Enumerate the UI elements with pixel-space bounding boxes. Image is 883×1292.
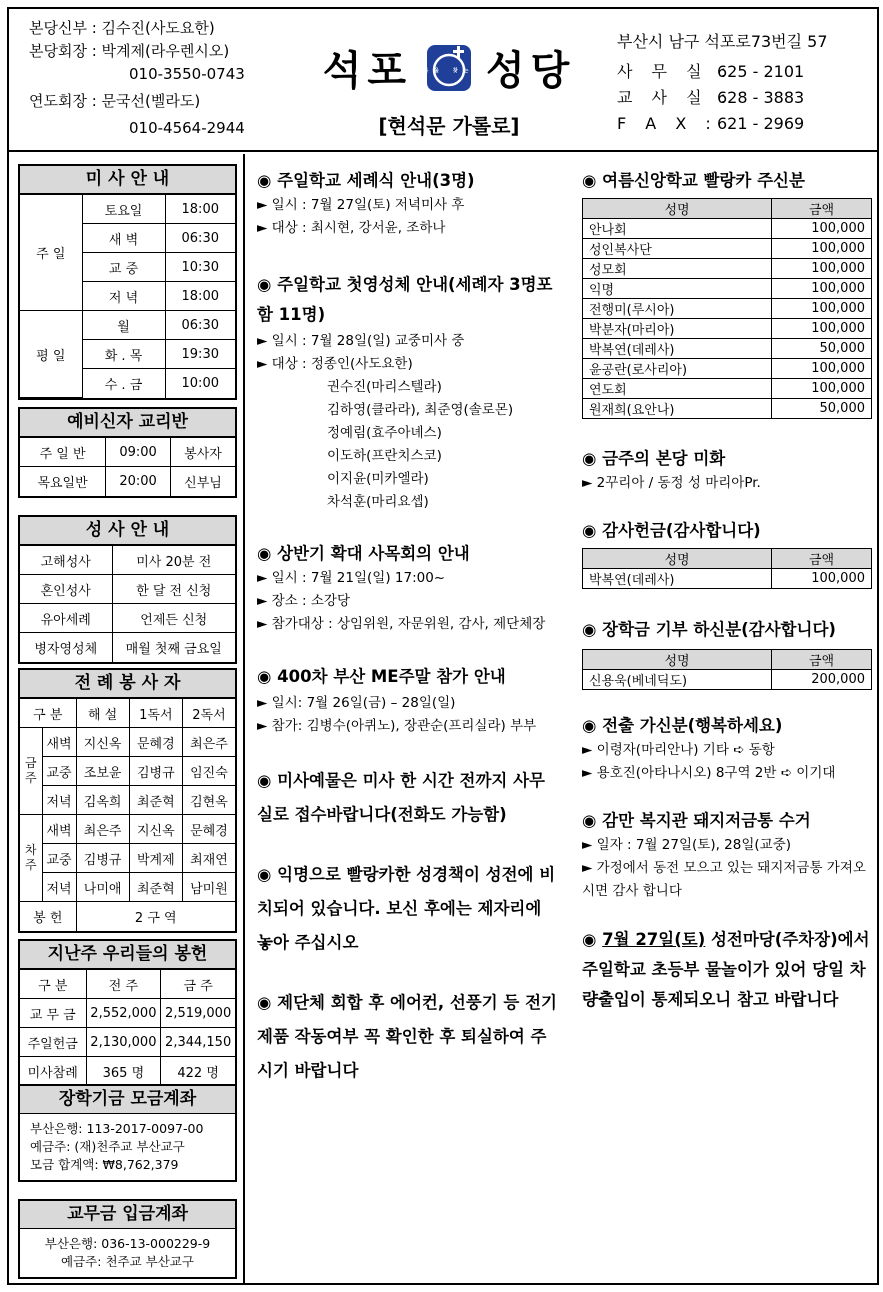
- donor-name: 박분자(마리아): [583, 319, 772, 339]
- offering-label: 봉 헌: [20, 902, 76, 931]
- notice-line: ► 일시 : 7월 28일(일) 교중미사 중: [257, 333, 465, 349]
- yc-chair: 연도회장 : 문국선(벨라도): [29, 92, 201, 110]
- last-week-cell: 2,552,000: [86, 999, 161, 1028]
- sacrament-cell: 유아세례: [20, 604, 112, 633]
- office-label: 사 무 실 :: [617, 62, 734, 81]
- fax-label: F A X :: [617, 114, 718, 133]
- chair-phone: 010-3550-0743: [129, 65, 245, 83]
- notice-line: 정예림(효주아녜스): [327, 425, 442, 441]
- last-week-cell: 교 무 금: [20, 999, 86, 1028]
- header: [9, 9, 877, 152]
- scholarship-account: [18, 1084, 237, 1182]
- notice-line: 권수진(마리스텔라): [327, 379, 442, 395]
- catechumen-cell: 20:00: [106, 467, 171, 496]
- servers-cell: 박계제: [129, 844, 182, 873]
- fax-number: 621 - 2969: [717, 114, 805, 133]
- sacrament-cell: 혼인성사: [20, 575, 112, 604]
- notice-heading: ◉ 주일학교 세례식 안내(3명): [257, 171, 475, 190]
- yc-phone: 010-4564-2944: [129, 119, 245, 137]
- sacrament-title: 성 사 안 내: [20, 517, 235, 545]
- donor-name: 전행미(루시아): [583, 299, 772, 319]
- donor-amount: 100,000: [772, 319, 872, 339]
- notice-line: ► 2꾸리아 / 동정 성 마리아Pr.: [582, 475, 761, 491]
- col-name: 성명: [583, 650, 772, 670]
- summer-donor-table: [582, 198, 872, 419]
- col-amount: 금액: [772, 199, 872, 219]
- catechumen-cell: 봉사자: [171, 438, 235, 467]
- catechumen-cell: 09:00: [106, 438, 171, 467]
- notice-line: 차석훈(마리요셉): [327, 494, 429, 510]
- notice-heading: ◉ 전출 가신분(행복하세요): [582, 716, 783, 735]
- pastor: 본당신부 : 김수진(사도요한): [29, 19, 215, 37]
- scholarship-holder: 예금주: (재)천주교 부산교구: [30, 1139, 185, 1154]
- church-name-a: 석포: [322, 48, 412, 94]
- church-name-b: 성당: [486, 48, 576, 94]
- edu-label: 교 사 실 :: [617, 88, 734, 107]
- tithe-holder: 예금주: 천주교 부산교구: [61, 1254, 194, 1269]
- mass-cell: 월: [82, 311, 165, 340]
- notice-line: ► 대상 : 정종인(사도요한): [257, 356, 413, 372]
- col-amount: 금액: [772, 549, 872, 569]
- servers-cell: 임진숙: [182, 757, 235, 786]
- moved-out: [582, 712, 872, 785]
- edu-phone: 628 - 3883: [717, 88, 805, 107]
- scholarship-bank: 부산은행: 113-2017-0097-00: [30, 1121, 204, 1136]
- donor-name: 연도회: [583, 379, 772, 399]
- last-week-cell: 미사참례: [20, 1057, 86, 1086]
- church-title-block: [314, 39, 584, 139]
- scholarship-total: 모금 합계액: ₩8,762,379: [30, 1157, 179, 1172]
- servers-cell: 교중: [42, 757, 76, 786]
- header-contacts: [29, 17, 245, 140]
- sacrament-table: [20, 545, 235, 662]
- donor-amount: 100,000: [772, 259, 872, 279]
- last-week-cell: 2,130,000: [86, 1028, 161, 1057]
- last-week-cell: 365 명: [86, 1057, 161, 1086]
- tithe-bank: 부산은행: 036-13-000229-9: [44, 1236, 211, 1251]
- donor-name: 윤공란(로사리아): [583, 359, 772, 379]
- servers-cell: 저녁: [42, 786, 76, 815]
- church-logo-icon: [412, 42, 486, 94]
- sunday-label: 주 일: [20, 195, 82, 311]
- mass-cell: 저 녁: [82, 282, 165, 311]
- cleaning-duty: [582, 445, 872, 495]
- sacrament-cell: 미사 20분 전: [112, 546, 235, 575]
- servers-cell: 교중: [42, 844, 76, 873]
- donor-amount: 100,000: [772, 359, 872, 379]
- servers-cell: 조보윤: [76, 757, 129, 786]
- donor-name: 안나회: [583, 219, 772, 239]
- servers-cell: 최은주: [76, 815, 129, 844]
- church-subtitle: [현석문 가롤로]: [378, 114, 520, 138]
- left-column: [9, 154, 245, 1283]
- mass-cell: 새 벽: [82, 224, 165, 253]
- donor-amount: 50,000: [772, 399, 872, 419]
- last-week-cell: 주일헌금: [20, 1028, 86, 1057]
- liturgy-servers: [18, 668, 237, 933]
- servers-cell: 저녁: [42, 873, 76, 902]
- donor-amount: 100,000: [772, 239, 872, 259]
- donor-name: 익명: [583, 279, 772, 299]
- notice-date: 7월 27일(토): [602, 930, 706, 949]
- sacrament-cell: 고해성사: [20, 546, 112, 575]
- servers-table: [20, 698, 235, 931]
- col-name: 성명: [583, 199, 772, 219]
- sacrament-cell: 병자영성체: [20, 633, 112, 662]
- notice-line: ► 대상 : 최시현, 강서윤, 조하나: [257, 220, 446, 236]
- mass-title: 미 사 안 내: [20, 166, 235, 194]
- notice-bible: [257, 858, 557, 960]
- sacrament-cell: 매월 첫째 금요일: [112, 633, 235, 662]
- servers-title: 전 례 봉 사 자: [20, 670, 235, 698]
- servers-cell: 지신옥: [129, 815, 182, 844]
- last-week-head: 금 주: [161, 970, 235, 999]
- last-week-head: 전 주: [86, 970, 161, 999]
- chair: 본당회장 : 박계제(라우렌시오): [29, 42, 230, 60]
- donor-amount: 100,000: [772, 279, 872, 299]
- piggy-bank-collection: [582, 807, 872, 903]
- notice-heading: ◉ 익명으로 빨랑카한 성경책이 성전에 비치되어 있습니다. 보신 후에는 제자리에 놓아 주십시오: [257, 865, 556, 952]
- sacrament-cell: 언제든 신청: [112, 604, 235, 633]
- col-name: 성명: [583, 549, 772, 569]
- notice-text: 성전마당(주차장)에서 주일학교 초등부 물놀이가 있어 당일 차량출입이 통제되오니 참고 바랍니다: [582, 930, 870, 1009]
- offering-value: 2 구 역: [76, 902, 235, 931]
- servers-cell: 문혜경: [129, 728, 182, 757]
- donor-amount: 100,000: [772, 569, 872, 589]
- notice-heading: ◉ 미사예물은 미사 한 시간 전까지 사무실로 접수바랍니다(전화도 가능함): [257, 771, 545, 824]
- donor-name: 성모회: [583, 259, 772, 279]
- bullet: ◉: [582, 930, 603, 949]
- catechumen-cell: 주 일 반: [20, 438, 106, 467]
- notice-electric: [257, 986, 557, 1088]
- notice-heading: ◉ 감사헌금(감사합니다): [582, 521, 761, 540]
- notice-first-communion: [257, 270, 557, 514]
- catechumen-cell: 신부님: [171, 467, 235, 496]
- weekday-label: 평 일: [20, 311, 82, 398]
- last-week-offering: [18, 939, 237, 1088]
- scholarship-donors: [582, 615, 872, 690]
- notice-council: [257, 540, 557, 636]
- servers-cell: 김병규: [76, 844, 129, 873]
- notice-heading: ◉ 주일학교 첫영성체 안내(세례자 3명포함 11명): [257, 275, 553, 324]
- mass-cell: 수 . 금: [82, 369, 165, 398]
- mass-cell: 화 . 목: [82, 340, 165, 369]
- last-week-title: 지난주 우리들의 봉헌: [20, 941, 235, 969]
- servers-cell: 지신옥: [76, 728, 129, 757]
- donor-amount: 100,000: [772, 299, 872, 319]
- scholarship-body: [20, 1114, 235, 1180]
- donor-amount: 100,000: [772, 219, 872, 239]
- office-phone: 625 - 2101: [717, 62, 805, 81]
- logo-text: 행복을 찾는다: [412, 67, 486, 74]
- notice-line: 이도하(프란치스코): [327, 448, 442, 464]
- donor-amount: 200,000: [772, 670, 872, 690]
- catechumen-cell: 목요일반: [20, 467, 106, 496]
- mass-cell: 10:30: [165, 253, 235, 282]
- catechumen-title: 예비신자 교리반: [20, 409, 235, 437]
- this-week-label: 금주: [20, 728, 42, 815]
- servers-cell: 나미애: [76, 873, 129, 902]
- servers-cell: 새벽: [42, 815, 76, 844]
- servers-head: 해 설: [76, 699, 129, 728]
- notice-line: ► 장소 : 소강당: [257, 593, 351, 609]
- mass-cell: 06:30: [165, 311, 235, 340]
- thanks-table: [582, 548, 872, 589]
- tithe-title: 교무금 입금계좌: [20, 1201, 235, 1229]
- notice-heading: ◉ 상반기 확대 사목회의 안내: [257, 544, 470, 563]
- servers-head: 1독서: [129, 699, 182, 728]
- servers-head: 구 분: [20, 699, 76, 728]
- donor-name: 성인복사단: [583, 239, 772, 259]
- middle-column: [257, 167, 557, 1110]
- mass-cell: 교 중: [82, 253, 165, 282]
- last-week-table: [20, 969, 235, 1086]
- notice-heading: [582, 925, 872, 1015]
- donor-name: 박복연(데레사): [583, 569, 772, 589]
- mass-cell: 06:30: [165, 224, 235, 253]
- mass-table: [20, 194, 235, 398]
- notice-heading: ◉ 제단체 회합 후 에어컨, 선풍기 등 전기제품 작동여부 꼭 확인한 후 퇴실하여 주시기 바랍니다: [257, 993, 557, 1080]
- notice-line: ► 가정에서 동전 모으고 있는 돼지저금통 가져오시면 감사 합니다: [582, 860, 866, 899]
- scholarship-donor-table: [582, 649, 872, 690]
- sacrament-info: [18, 515, 237, 664]
- donor-name: 원재희(요안나): [583, 399, 772, 419]
- notice-line: ► 일자 : 7월 27일(토), 28일(교중): [582, 837, 792, 853]
- servers-cell: 최은주: [182, 728, 235, 757]
- church-title: [314, 39, 584, 96]
- scholarship-title: 장학기금 모금계좌: [20, 1086, 235, 1114]
- right-column: [582, 167, 872, 1037]
- donor-name: 신용욱(베네딕도): [583, 670, 772, 690]
- catechumen-class: [18, 407, 237, 498]
- donor-amount: 100,000: [772, 379, 872, 399]
- mass-cell: 18:00: [165, 195, 235, 224]
- donor-amount: 50,000: [772, 339, 872, 359]
- servers-cell: 김현옥: [182, 786, 235, 815]
- servers-cell: 김옥희: [76, 786, 129, 815]
- servers-cell: 김병규: [129, 757, 182, 786]
- address: 부산시 남구 석포로73번길 57: [617, 32, 828, 51]
- notice-heading: ◉ 금주의 본당 미화: [582, 449, 726, 468]
- mass-schedule: [18, 164, 237, 400]
- notice-line: ► 참가: 김병수(아퀴노), 장관순(프리실라) 부부: [257, 718, 537, 734]
- catechumen-table: [20, 437, 235, 496]
- last-week-cell: 2,519,000: [161, 999, 235, 1028]
- summer-school-donors: [582, 167, 872, 419]
- notice-line: ► 이령자(마리안나) 기타 ➪ 동항: [582, 742, 775, 758]
- water-play-notice: [582, 925, 872, 1015]
- servers-cell: 최준혁: [129, 873, 182, 902]
- servers-cell: 최준혁: [129, 786, 182, 815]
- last-week-cell: 422 명: [161, 1057, 235, 1086]
- notice-line: ► 일시: 7월 26일(금) – 28일(일): [257, 695, 456, 711]
- header-office: [617, 29, 828, 137]
- notice-line: 김하영(클라라), 최준영(솔로몬): [327, 402, 514, 418]
- servers-head: 2독서: [182, 699, 235, 728]
- notice-heading: ◉ 여름신앙학교 빨랑카 주신분: [582, 171, 805, 190]
- notice-line: ► 참가대상 : 상임위원, 자문위원, 감사, 제단체장: [257, 616, 546, 632]
- servers-cell: 남미원: [182, 873, 235, 902]
- notice-heading: ◉ 400차 부산 ME주말 참가 안내: [257, 667, 506, 686]
- notice-line: 이지윤(미카엘라): [327, 471, 429, 487]
- next-week-label: 차주: [20, 815, 42, 902]
- tithe-account: [18, 1199, 237, 1279]
- servers-cell: 최재연: [182, 844, 235, 873]
- donor-name: 박복연(데레사): [583, 339, 772, 359]
- last-week-cell: 2,344,150: [161, 1028, 235, 1057]
- notice-mass-offering: [257, 764, 557, 832]
- notice-heading: ◉ 감만 복지관 돼지저금통 수거: [582, 811, 811, 830]
- notice-heading: ◉ 장학금 기부 하신분(감사합니다): [582, 620, 836, 639]
- notice-baptism: [257, 167, 557, 240]
- thanks-offering: [582, 517, 872, 589]
- mass-cell: 18:00: [165, 282, 235, 311]
- notice-line: ► 용호진(아타나시오) 8구역 2반 ➪ 이기대: [582, 765, 836, 781]
- tithe-body: [20, 1229, 235, 1277]
- col-amount: 금액: [772, 650, 872, 670]
- sacrament-cell: 한 달 전 신청: [112, 575, 235, 604]
- last-week-head: 구 분: [20, 970, 86, 999]
- notice-me-weekend: [257, 662, 557, 738]
- mass-cell: 토요일: [82, 195, 165, 224]
- bulletin-page: [7, 7, 879, 1285]
- servers-cell: 문혜경: [182, 815, 235, 844]
- mass-cell: 19:30: [165, 340, 235, 369]
- mass-cell: 10:00: [165, 369, 235, 398]
- servers-cell: 새벽: [42, 728, 76, 757]
- notice-line: ► 일시 : 7월 21일(일) 17:00~: [257, 570, 446, 586]
- notice-line: ► 일시 : 7월 27일(토) 저녁미사 후: [257, 197, 465, 213]
